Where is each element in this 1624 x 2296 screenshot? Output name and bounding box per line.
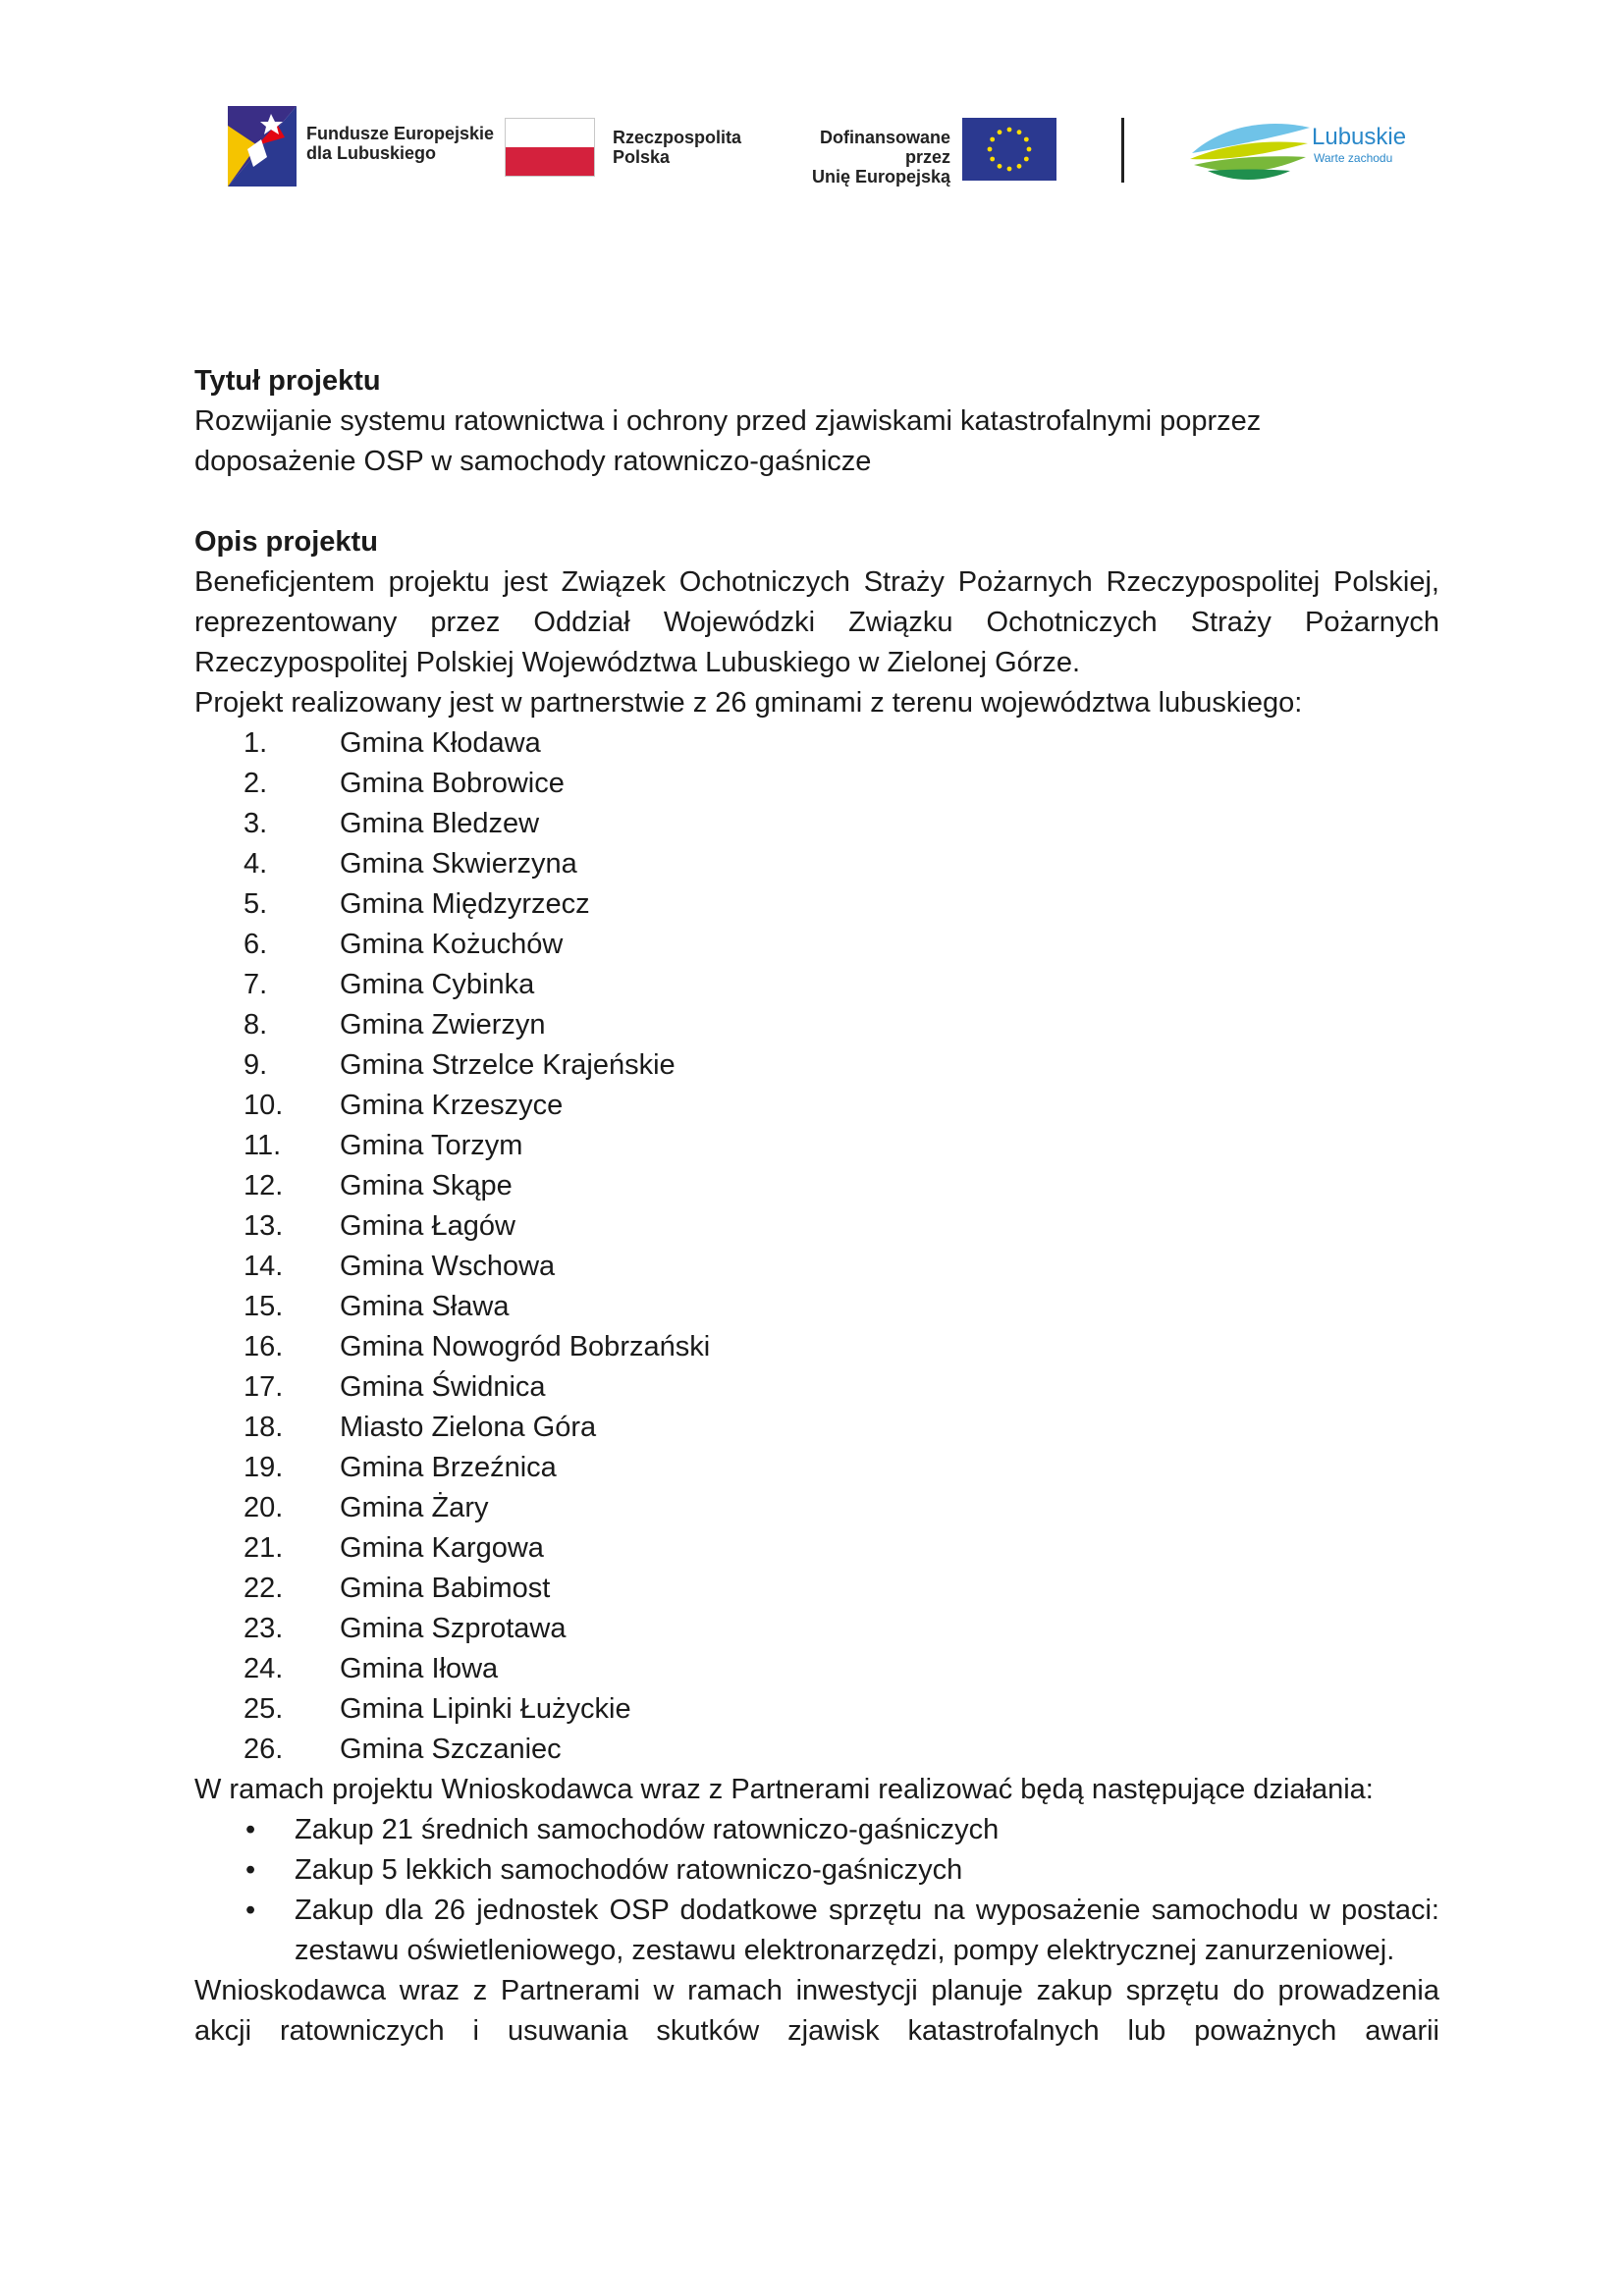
fe-logo-line-2: dla Lubuskiego: [306, 143, 437, 163]
ue-line-1: Dofinansowane przez: [819, 128, 950, 167]
list-item-number: 25.: [244, 1693, 284, 1725]
bullet-icon: •: [245, 1895, 256, 1926]
list-item-label: Gmina Iłowa: [340, 1653, 499, 1684]
lubuskie-tagline: Warte zachodu: [1314, 151, 1393, 165]
list-item-number: 14.: [244, 1251, 284, 1282]
list-item: [194, 723, 1439, 764]
list-item-number: 22.: [244, 1573, 284, 1604]
list-item-number: 7.: [244, 969, 268, 1000]
list-item-number: 1.: [244, 727, 268, 759]
list-item-number: 6.: [244, 929, 268, 960]
list-item-label: Gmina Kożuchów: [340, 929, 564, 960]
list-item-number: 20.: [244, 1492, 284, 1523]
rp-line-2: Polska: [613, 147, 671, 167]
list-item-label: Gmina Nowogród Bobrzański: [340, 1331, 711, 1362]
list-item-number: 10.: [244, 1090, 284, 1121]
list-item-label: Gmina Lipinki Łużyckie: [340, 1693, 631, 1725]
list-item: [194, 965, 1439, 1005]
list-item-label: Zakup 5 lekkich samochodów ratowniczo-gaśniczych: [295, 1854, 963, 1886]
list-item-label: Gmina Bobrowice: [340, 768, 565, 799]
list-item: [194, 925, 1439, 965]
project-title-heading: Tytuł projektu: [194, 365, 381, 397]
list-item: [194, 1408, 1439, 1448]
list-item: [194, 1327, 1439, 1367]
bullet-icon: •: [245, 1814, 256, 1845]
list-item-label: Gmina Krzeszyce: [340, 1090, 564, 1121]
list-item-number: 2.: [244, 768, 268, 799]
list-item-label: Miasto Zielona Góra: [340, 1412, 597, 1443]
list-item-label: Gmina Kłodawa: [340, 727, 541, 759]
document-body: [194, 361, 1439, 2052]
list-item-label: Gmina Szczaniec: [340, 1734, 562, 1765]
list-item-label: Gmina Międzyrzecz: [340, 888, 590, 920]
logo-bar: [0, 106, 1624, 185]
lubuskie-name: Lubuskie: [1312, 124, 1407, 150]
activities-list: [194, 1810, 1439, 1971]
project-description-heading: Opis projektu: [194, 526, 378, 558]
list-item-number: 21.: [244, 1532, 284, 1564]
list-item: [194, 1528, 1439, 1569]
list-item-number: 5.: [244, 888, 268, 920]
list-item-number: 13.: [244, 1210, 284, 1242]
list-item: [194, 1850, 1439, 1891]
list-item-label: Gmina Strzelce Krajeńskie: [340, 1049, 676, 1081]
list-item-number: 9.: [244, 1049, 268, 1081]
list-item: [194, 1730, 1439, 1770]
list-item-number: 18.: [244, 1412, 284, 1443]
rp-line-1: Rzeczpospolita: [613, 128, 742, 147]
fe-logo-icon: [228, 106, 297, 187]
list-item: [194, 1488, 1439, 1528]
list-item-label: Gmina Babimost: [340, 1573, 551, 1604]
closing-paragraph: Wnioskodawca wraz z Partnerami w ramach inwestycji planuje zakup sprzętu do prowadzenia akcji ratowniczych i usuwania skutków zjawisk katastrofalnych lub poważnych awarii: [194, 1975, 1439, 2047]
list-item-label: Zakup 21 średnich samochodów ratowniczo-gaśniczych: [295, 1814, 1000, 1845]
list-item: [194, 1005, 1439, 1045]
partners-list: [194, 723, 1439, 1770]
beneficiary-paragraph: Beneficjentem projektu jest Związek Ochotniczych Straży Pożarnych Rzeczypospolitej Polskiej, reprezentowany przez Oddział Wojewódzki Związku Ochotniczych Straży Pożarnych Rzeczypospolitej Polskiej Województwa Lubuskiego w Zielonej Górze.: [194, 566, 1439, 678]
list-item-number: 24.: [244, 1653, 284, 1684]
list-item-number: 3.: [244, 808, 268, 839]
logo-separator: [1121, 118, 1124, 183]
list-item: [194, 1609, 1439, 1649]
list-item-label: Zakup dla 26 jednostek OSP dodatkowe sprzętu na wyposażenie samochodu w postaci: zestawu oświetleniowego, zestawu elektronarzędzi, pompy elektrycznej zanurzeniowej.: [295, 1895, 1439, 1966]
list-item-number: 17.: [244, 1371, 284, 1403]
list-item: [194, 1166, 1439, 1206]
list-item-label: Gmina Bledzew: [340, 808, 540, 839]
list-item-label: Gmina Skąpe: [340, 1170, 513, 1201]
list-item: [194, 1810, 1439, 1850]
spacer: [194, 482, 1439, 522]
list-item-number: 8.: [244, 1009, 268, 1041]
activities-intro: W ramach projektu Wnioskodawca wraz z Partnerami realizować będą następujące działania:: [194, 1774, 1374, 1805]
list-item-label: Gmina Świdnica: [340, 1371, 546, 1403]
list-item-number: 4.: [244, 848, 268, 880]
list-item: [194, 1649, 1439, 1689]
list-item: [194, 1287, 1439, 1327]
list-item-number: 23.: [244, 1613, 284, 1644]
eu-flag-icon: [962, 118, 1056, 181]
list-item-label: Gmina Kargowa: [340, 1532, 544, 1564]
list-item-number: 16.: [244, 1331, 284, 1362]
list-item-label: Gmina Skwierzyna: [340, 848, 577, 880]
project-title-line-2: doposażenie OSP w samochody ratowniczo-gaśnicze: [194, 446, 872, 477]
ue-line-2: Unię Europejską: [811, 167, 950, 187]
list-item-number: 26.: [244, 1734, 284, 1765]
list-item: [194, 1448, 1439, 1488]
list-item: [194, 1891, 1439, 1971]
list-item-label: Gmina Wschowa: [340, 1251, 556, 1282]
fe-logo-text: [306, 124, 494, 163]
list-item: [194, 764, 1439, 804]
rp-logo-text: [613, 128, 741, 167]
project-title-line-1: Rozwijanie systemu ratownictwa i ochrony przed zjawiskami katastrofalnymi poprzez: [194, 405, 1262, 437]
list-item-label: Gmina Zwierzyn: [340, 1009, 546, 1041]
list-item: [194, 1569, 1439, 1609]
list-item: [194, 1086, 1439, 1126]
list-item: [194, 1206, 1439, 1247]
list-item-label: Gmina Brzeźnica: [340, 1452, 557, 1483]
bullet-icon: •: [245, 1854, 256, 1886]
list-item-label: Gmina Torzym: [340, 1130, 523, 1161]
list-item-label: Gmina Sława: [340, 1291, 510, 1322]
list-item-label: Gmina Łagów: [340, 1210, 515, 1242]
polish-flag-icon: [505, 118, 595, 177]
list-item-label: Gmina Żary: [340, 1492, 489, 1523]
list-item: [194, 1367, 1439, 1408]
list-item-number: 12.: [244, 1170, 284, 1201]
partners-intro: Projekt realizowany jest w partnerstwie z 26 gminami z terenu województwa lubuskiego:: [194, 687, 1303, 719]
list-item: [194, 804, 1439, 844]
list-item: [194, 1247, 1439, 1287]
list-item-number: 11.: [244, 1130, 282, 1161]
lubuskie-logo-icon: [1188, 114, 1312, 185]
list-item-number: 19.: [244, 1452, 284, 1483]
list-item: [194, 1689, 1439, 1730]
list-item: [194, 1045, 1439, 1086]
list-item-number: 15.: [244, 1291, 284, 1322]
list-item: [194, 1126, 1439, 1166]
list-item: [194, 884, 1439, 925]
ue-logo-text: [774, 128, 950, 187]
list-item: [194, 844, 1439, 884]
list-item-label: Gmina Cybinka: [340, 969, 535, 1000]
fe-logo-line-1: Fundusze Europejskie: [306, 124, 495, 143]
list-item-label: Gmina Szprotawa: [340, 1613, 567, 1644]
